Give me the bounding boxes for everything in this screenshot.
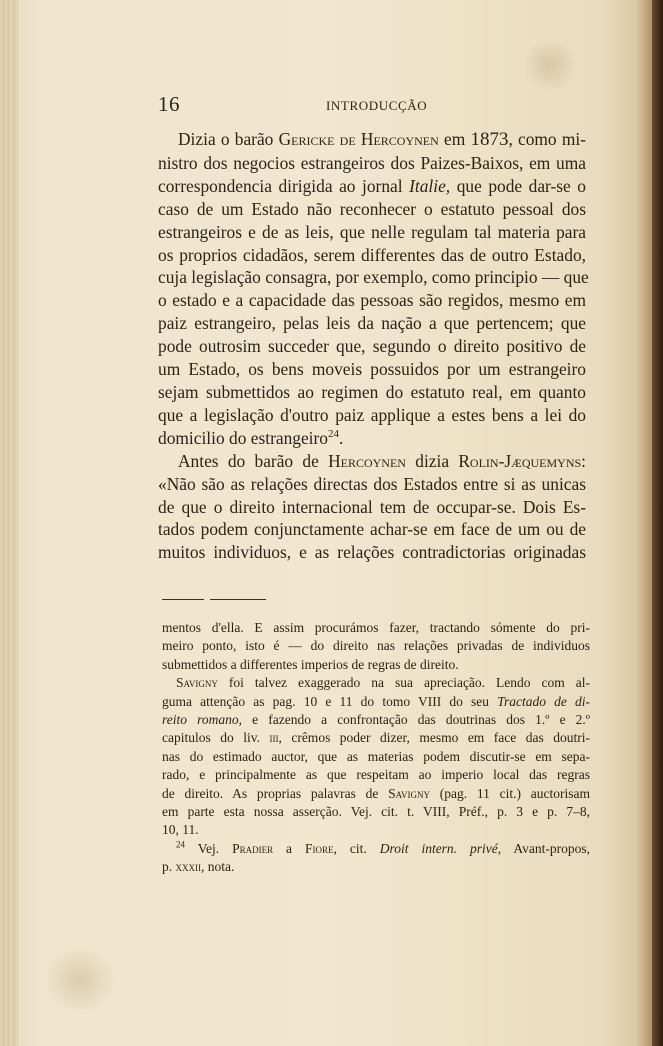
text-span: em [438, 129, 471, 149]
footnote-line: 10, 11. [162, 822, 199, 838]
book-title: Tractado de di- [497, 693, 590, 709]
text-span: guma attenção as pag. 10 e 11 do tomo VIII do seu [162, 693, 498, 709]
footnote-line [162, 840, 590, 858]
text-span: domicilio do estrangeiro [158, 427, 329, 448]
footnote-number: 24 [176, 839, 185, 850]
text-span: p. [162, 859, 176, 875]
running-head: INTRODUCÇÃO [326, 98, 428, 113]
text-line: pode outrosim succeder que, segundo o direito positivo de [158, 336, 586, 357]
text-line [158, 450, 586, 473]
text-span: Dizia o barão [178, 129, 279, 149]
text-line: caso de um Estado não reconhecer o estatuto pessoal dos [158, 198, 586, 219]
text-span: . [339, 427, 344, 448]
journal-title: Italie, [409, 175, 451, 196]
book-title: reito romano, [162, 712, 242, 728]
author-name: Pradier [232, 840, 274, 856]
text-span: de direito. As proprias palavras de [162, 785, 389, 801]
text-span: que pode dar-se o [450, 175, 586, 196]
footnote-line [162, 674, 590, 692]
footnote-line [162, 785, 590, 803]
text-line: de que o direito internacional tem de occupar-se. Dois Es- [158, 496, 586, 517]
text-span: e fazendo a confrontação das doutrinas dos 1.º e 2.º [242, 712, 590, 728]
text-span: Antes do barão de [178, 450, 329, 471]
footnote-line [162, 729, 590, 747]
author-name: Rolin-Jæquemyns [458, 450, 582, 471]
text-line [158, 175, 586, 198]
book-spine [652, 0, 663, 1046]
text-span: foi talvez exaggerado na sua apreciação. Lendo com al- [217, 675, 590, 691]
footnote-line: submettidos a differentes imperios de regras de direito. [162, 656, 459, 672]
text-span: Vej. [185, 840, 233, 856]
footnote-line: rado, e principalmente as que respeitam ao imperio local das regras [162, 767, 590, 783]
text-line: nistro dos negocios estrangeiros dos Paizes-Baixos, em uma [158, 152, 586, 173]
text-line: tados podem conjunctamente achar-se em face de um ou de [158, 519, 586, 540]
page-header [158, 92, 598, 118]
page-edge-shadow [636, 0, 652, 1046]
text-line: muitos individuos, e as relações contradictorias originadas [158, 542, 586, 563]
text-span: capitulos do liv. [162, 730, 270, 746]
text-span: correspondencia dirigida ao jornal [158, 175, 410, 196]
paper-stain [520, 40, 580, 90]
text-line: um Estado, os bens moveis possuidos por um estrangeiro [158, 359, 586, 380]
author-name: Fiore [305, 840, 334, 856]
text-span: : [581, 450, 586, 471]
text-span: , cit. [333, 840, 380, 856]
text-line: os proprios cidadãos, serem differentes das de outro Estado, [158, 244, 586, 265]
year: 1873 [470, 129, 509, 150]
author-name: Hercoynen [328, 450, 406, 471]
text-span: , nota. [201, 859, 235, 875]
footnote-line [162, 693, 590, 711]
footnote-line: nas do estimado auctor, que as materias podem discutir-se em sepa- [162, 748, 590, 764]
page-roman-numeral: xxxii [175, 859, 201, 875]
author-name: Gericke de Hercoynen [278, 129, 439, 149]
footnote-ref: 24 [328, 427, 340, 440]
text-line: que a legislação d'outro paiz applique a estes bens a lei do [158, 404, 586, 425]
body-text [158, 128, 589, 564]
text-span: (pag. 11 cit.) auctorisam [430, 785, 591, 801]
text-line: cuja legislação consagra, por exemplo, como principio — que [158, 267, 589, 288]
text-line: estrangeiros e de as leis, que nelle regulam tal materia para [158, 221, 586, 242]
text-span: , como mi- [508, 129, 586, 149]
footnote-rule [210, 599, 266, 600]
text-span: dizia [405, 450, 459, 471]
text-span: a [273, 840, 306, 856]
author-name: Savigny [388, 785, 430, 801]
footnote-line: mentos d'ella. E assim procurámos fazer, tractando sómente do pri- [162, 620, 590, 635]
author-name: Savigny [176, 675, 218, 691]
page-number: 16 [158, 92, 180, 116]
text-line: sejam submettidos ao regimen do estatuto real, em quanto [158, 381, 586, 402]
book-title: Droit intern. privé, [379, 840, 502, 856]
text-span: , crêmos poder dizer, mesmo em face das doutri- [278, 730, 590, 746]
text-line: paiz estrangeiro, pelas leis da nação a que pertencem; que [158, 313, 586, 334]
book-number: iii [269, 730, 279, 746]
text-line: o estado e a capacidade das pessoas são regidos, mesmo em [158, 290, 586, 311]
text-line [158, 427, 586, 450]
footnote-line [162, 858, 590, 876]
footnotes [162, 619, 590, 877]
footnote-line: meiro ponto, isto é — do direito nas relações privadas de individuos [162, 638, 590, 654]
page-gutter [0, 0, 18, 1046]
footnote-line: em parte esta nossa asserção. Vej. cit. t. VIII, Préf., p. 3 e p. 7–8, [162, 804, 590, 820]
footnote-line [162, 711, 590, 729]
text-line [158, 128, 586, 152]
paper-stain [40, 950, 120, 1010]
text-span: Avant-propos, [501, 840, 590, 856]
footnote-rule [162, 599, 204, 600]
text-line: «Não são as relações directas dos Estados entre si as unicas [158, 473, 586, 494]
